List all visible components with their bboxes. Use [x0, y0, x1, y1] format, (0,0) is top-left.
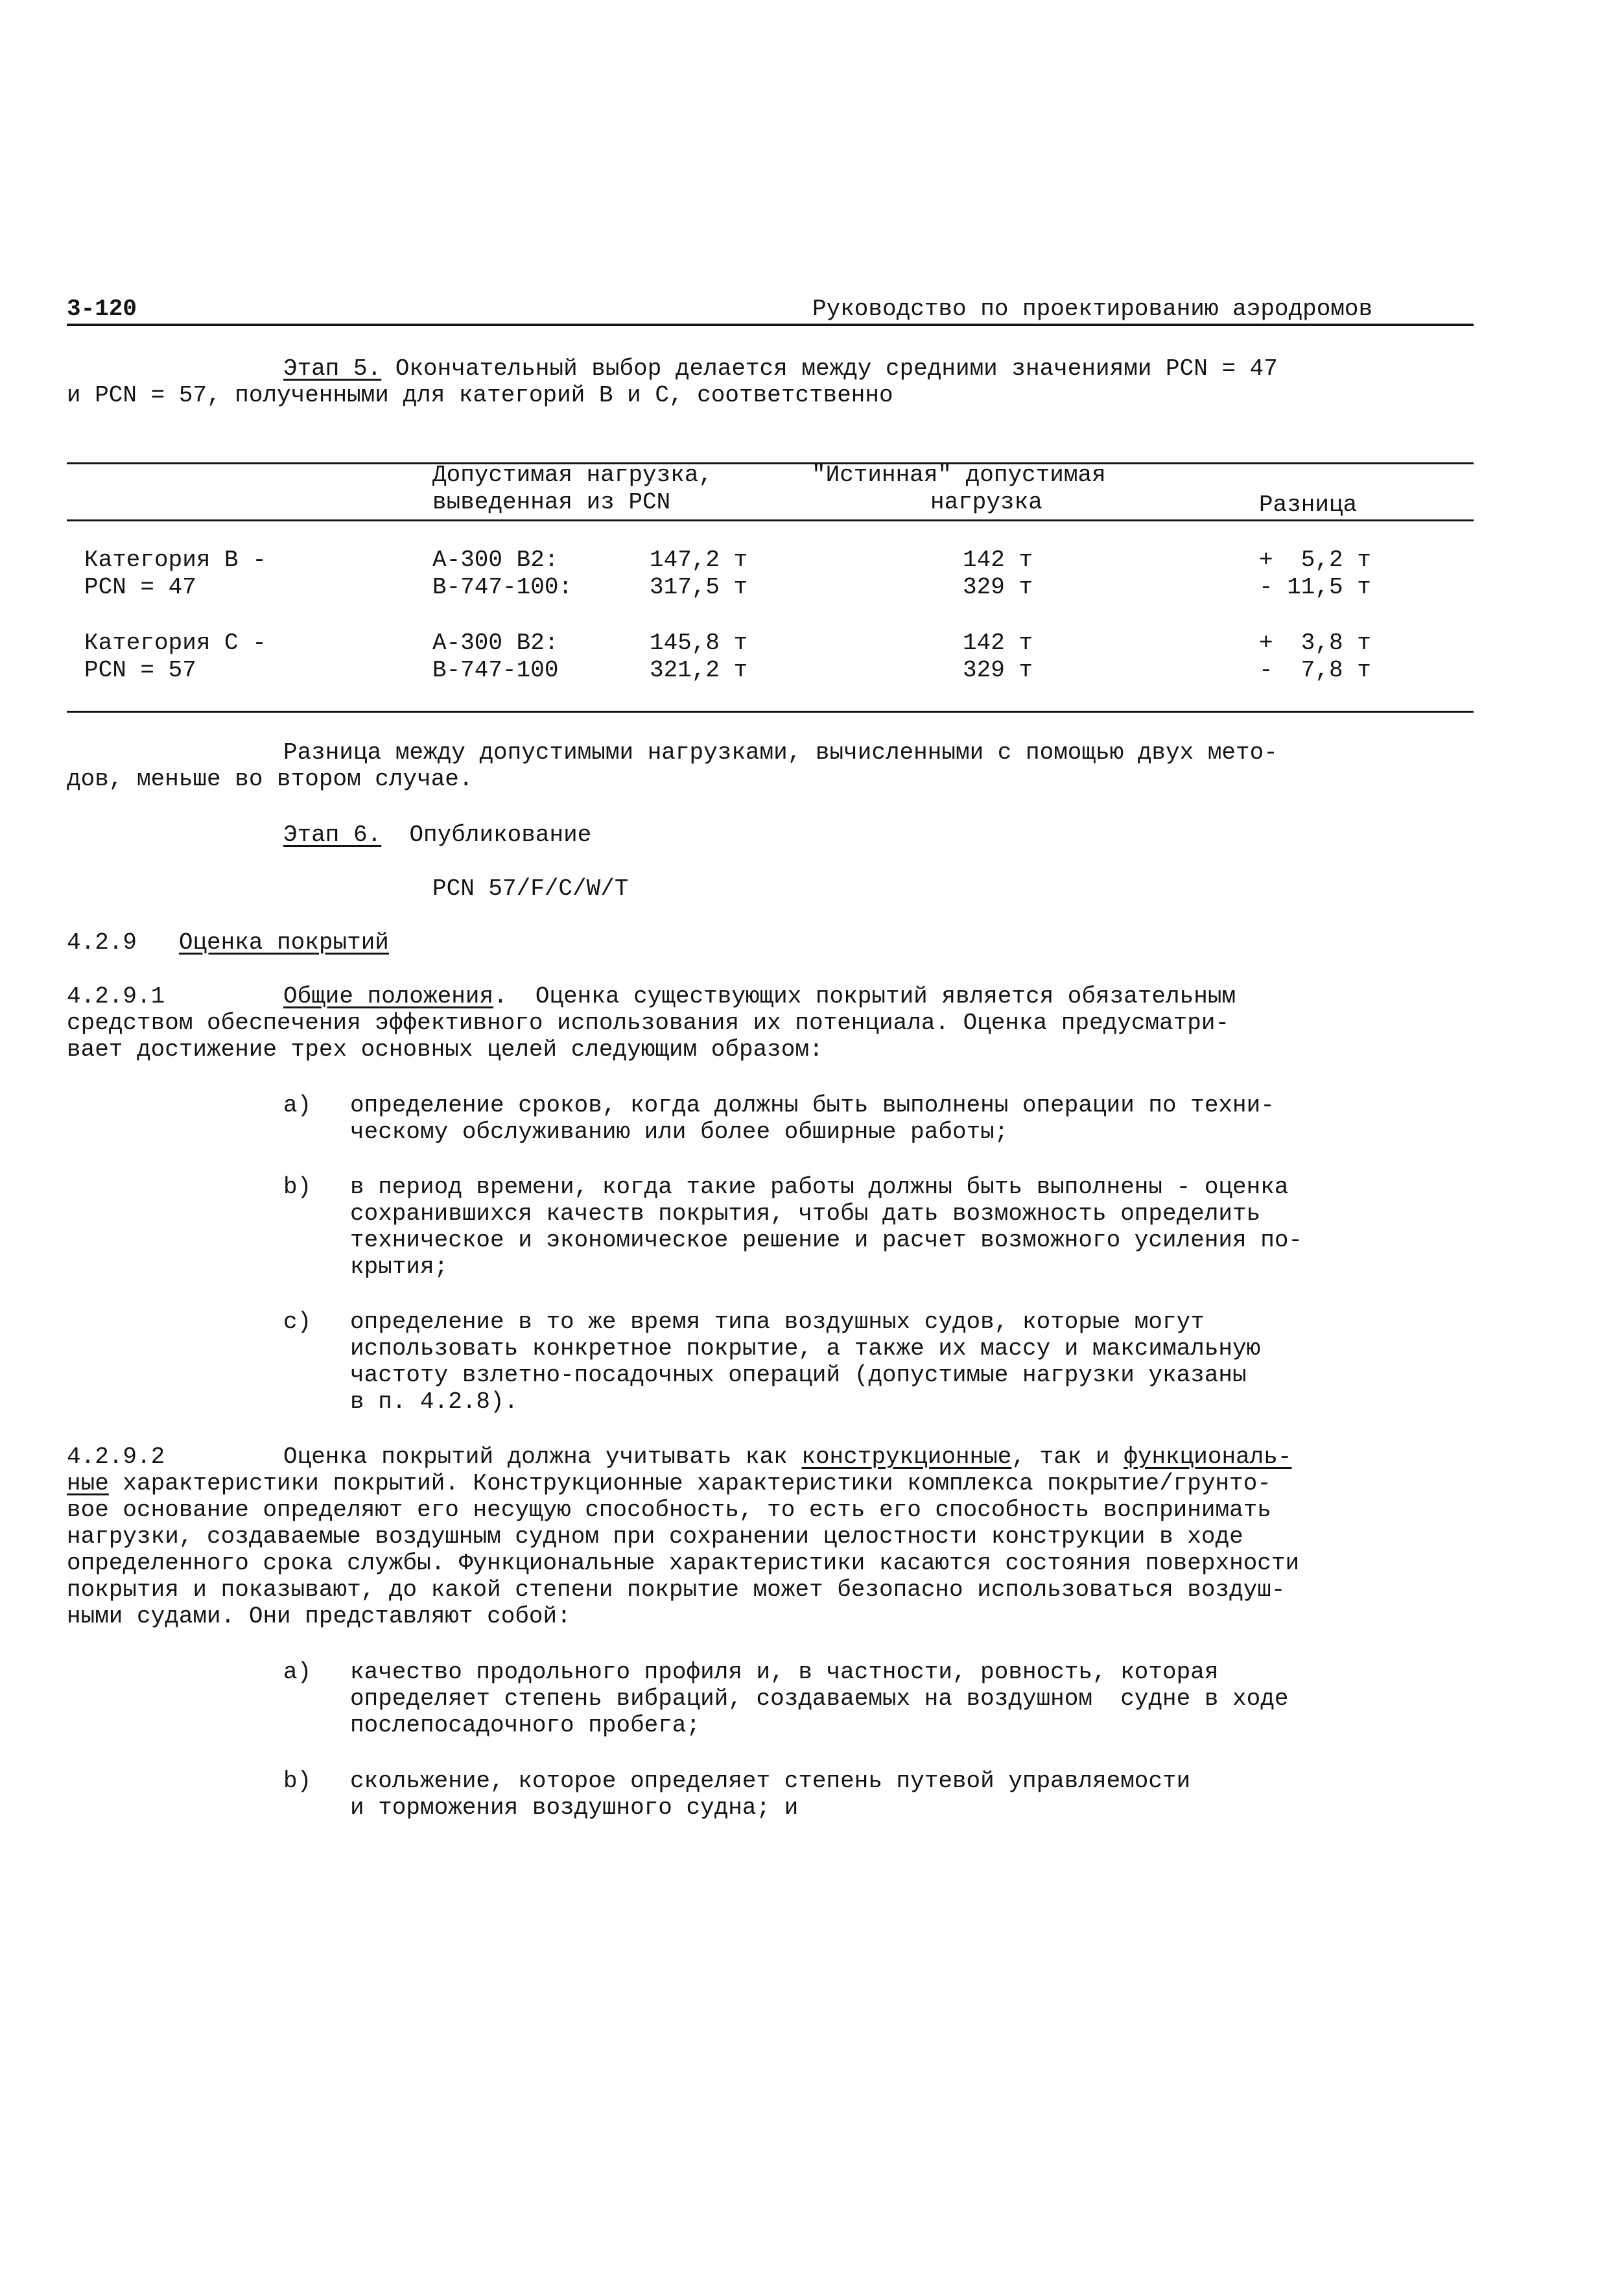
term-structural: конструкционные [801, 1444, 1012, 1470]
list-letter: c) [283, 1309, 312, 1335]
para-4291-line3: вает достижение трех основных целей следующим образом: [67, 1036, 823, 1063]
aircraft-cell: B-747-100: [432, 574, 573, 600]
list-item-line: и торможения воздушного судна; и [350, 1794, 799, 1821]
list-item-line: в период времени, когда такие работы должны быть выполнены - оценка [350, 1174, 1289, 1200]
true-load-cell: 329 т [963, 657, 1033, 684]
list-letter: b) [283, 1174, 312, 1200]
stage5-line1: Этап 5. Окончательный выбор делается между средними значениями PCN = 47 [283, 355, 1278, 382]
para-4292-line: вое основание определяют его несущую способность, то есть его способность воспринимать [67, 1497, 1271, 1523]
category-label: Категория B - [84, 547, 266, 573]
para-4291-line1: Общие положения. Оценка существующих покрытий является обязательным [283, 983, 1236, 1010]
para-4292-line: покрытия и показывают, до какой степени покрытие может безопасно использоваться воздуш- [67, 1576, 1286, 1603]
col-header-true-1: "Истинная" допустимая [812, 462, 1106, 488]
list-item-line: послепосадочного пробега; [350, 1712, 701, 1739]
stage5-line2: и PCN = 57, полученными для категорий B и C, соответственно [67, 382, 893, 409]
list-item-line: ческому обслуживанию или более обширные работы; [350, 1119, 1009, 1145]
paragraph-number: 4.2.9.1 [67, 983, 165, 1010]
difference-note-line1: Разница между допустимыми нагрузками, вычисленными с помощью двух мето- [283, 739, 1278, 766]
paragraph-number: 4.2.9.2 [67, 1444, 165, 1470]
para-4292-line2: ные характеристики покрытий. Конструкционные характеристики комплекса покрытие/грунто- [67, 1470, 1271, 1497]
stage6-line: Этап 6. Опубликование [283, 822, 592, 848]
list-item-line: определение сроков, когда должны быть выполнены операции по техни- [350, 1092, 1275, 1119]
aircraft-cell: A-300 B2: [432, 630, 559, 656]
list-item-line: определение в то же время типа воздушных судов, которые могут [350, 1309, 1205, 1335]
header-rule [67, 324, 1474, 326]
category-pcn: PCN = 57 [84, 657, 196, 684]
list-item-line: сохранившихся качеств покрытия, чтобы дать возможность определить [350, 1200, 1261, 1227]
true-load-cell: 142 т [963, 630, 1033, 656]
list-letter: a) [283, 1092, 312, 1119]
true-load-cell: 329 т [963, 574, 1033, 600]
pcn-code: PCN 57/F/C/W/T [432, 875, 629, 902]
derived-load-cell: 321,2 т [650, 657, 748, 684]
difference-cell: + 3,8 т [1259, 630, 1371, 656]
list-item-line: качество продольного профиля и, в частности, ровность, которая [350, 1659, 1219, 1685]
list-item-line: техническое и экономическое решение и расчет возможного усиления по- [350, 1227, 1303, 1254]
para-4292-line: нагрузки, создаваемые воздушным судном при сохранении целостности конструкции в ходе [67, 1523, 1243, 1550]
category-label: Категория C - [84, 630, 266, 656]
list-item-line: в п. 4.2.8). [350, 1388, 519, 1415]
list-item-line: определяет степень вибраций, создаваемых на воздушном судне в ходе [350, 1685, 1289, 1712]
section-heading: 4.2.9 Оценка покрытий [67, 929, 389, 956]
page-number: 3-120 [67, 296, 137, 322]
difference-note-line2: дов, меньше во втором случае. [67, 766, 473, 792]
difference-cell: - 7,8 т [1259, 657, 1371, 684]
para-4292-line: определенного срока службы. Функциональные характеристики касаются состояния поверхности [67, 1550, 1300, 1576]
col-header-derived-1: Допустимая нагрузка, [432, 462, 713, 488]
paragraph-title: Общие положения [283, 983, 494, 1010]
list-letter: a) [283, 1659, 312, 1685]
derived-load-cell: 145,8 т [650, 630, 748, 656]
difference-cell: - 11,5 т [1259, 574, 1371, 600]
section-title: Оценка покрытий [178, 929, 389, 956]
col-header-true-2: нагрузка [930, 489, 1042, 516]
table-header-rule [67, 519, 1474, 521]
table-bottom-rule [67, 711, 1474, 713]
running-title: Руководство по проектированию аэродромов [812, 296, 1373, 322]
derived-load-cell: 317,5 т [650, 574, 748, 600]
col-header-derived-2: выведенная из PCN [432, 489, 671, 516]
list-item-line: крытия; [350, 1254, 449, 1280]
para-4292-line1: Оценка покрытий должна учитывать как конструкционные, так и функциональ- [283, 1444, 1292, 1470]
list-letter: b) [283, 1768, 312, 1794]
list-item-line: частоту взлетно-посадочных операций (допустимые нагрузки указаны [350, 1362, 1247, 1388]
table-top-rule [67, 462, 1474, 464]
category-pcn: PCN = 47 [84, 574, 196, 600]
aircraft-cell: A-300 B2: [432, 547, 559, 573]
difference-cell: + 5,2 т [1259, 547, 1371, 573]
stage5-label: Этап 5. [283, 355, 382, 382]
term-functional: функциональ- [1124, 1444, 1292, 1470]
list-item-line: скольжение, которое определяет степень путевой управляемости [350, 1768, 1191, 1794]
col-header-difference: Разница [1259, 492, 1358, 518]
true-load-cell: 142 т [963, 547, 1033, 573]
list-item-line: использовать конкретное покрытие, а также их массу и максимальную [350, 1335, 1261, 1362]
para-4291-line2: средством обеспечения эффективного использования их потенциала. Оценка предусматри- [67, 1010, 1230, 1036]
aircraft-cell: B-747-100 [432, 657, 559, 684]
stage6-label: Этап 6. [283, 822, 382, 848]
para-4292-line: ными судами. Они представляют собой: [67, 1603, 571, 1630]
derived-load-cell: 147,2 т [650, 547, 748, 573]
